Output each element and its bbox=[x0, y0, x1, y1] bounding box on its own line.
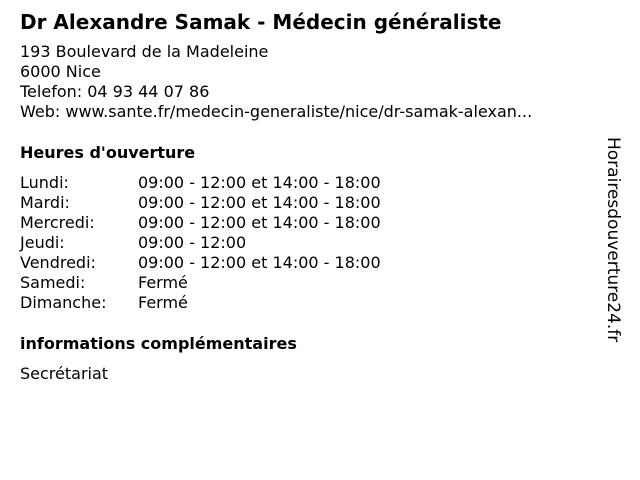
hours-row-saturday bbox=[20, 273, 595, 293]
opening-hours-list bbox=[20, 173, 595, 313]
day-hours: 09:00 - 12:00 et 14:00 - 18:00 bbox=[138, 253, 381, 272]
day-label: Lundi: bbox=[20, 173, 69, 192]
hours-row-friday bbox=[20, 253, 595, 273]
city: 6000 Nice bbox=[20, 62, 101, 81]
day-label: Vendredi: bbox=[20, 253, 96, 272]
day-hours: 09:00 - 12:00 et 14:00 - 18:00 bbox=[138, 173, 381, 192]
hours-row-wednesday bbox=[20, 213, 595, 233]
street-address: 193 Boulevard de la Madeleine bbox=[20, 42, 269, 61]
day-label: Jeudi: bbox=[20, 233, 65, 252]
hours-row-tuesday bbox=[20, 193, 595, 213]
info-text: Secrétariat bbox=[20, 364, 109, 383]
day-label: Dimanche: bbox=[20, 293, 107, 312]
site-watermark: Horairesdouverture24.fr bbox=[603, 137, 623, 343]
address-block bbox=[20, 42, 595, 122]
hours-row-monday bbox=[20, 173, 595, 193]
day-label: Mercredi: bbox=[20, 213, 95, 232]
day-hours: 09:00 - 12:00 et 14:00 - 18:00 bbox=[138, 193, 381, 212]
opening-hours-heading: Heures d'ouverture bbox=[20, 143, 196, 162]
day-hours: Fermé bbox=[138, 293, 188, 312]
day-label: Mardi: bbox=[20, 193, 70, 212]
day-hours: 09:00 - 12:00 bbox=[138, 233, 247, 252]
page-title: Dr Alexandre Samak - Médecin généraliste bbox=[20, 10, 502, 34]
day-label: Samedi: bbox=[20, 273, 86, 292]
info-heading: informations complémentaires bbox=[20, 334, 297, 353]
hours-row-thursday bbox=[20, 233, 595, 253]
day-hours: 09:00 - 12:00 et 14:00 - 18:00 bbox=[138, 213, 381, 232]
website: Web: www.sante.fr/medecin-generaliste/nice/dr-samak-alexan... bbox=[20, 102, 533, 121]
day-hours: Fermé bbox=[138, 273, 188, 292]
phone-number: Telefon: 04 93 44 07 86 bbox=[20, 82, 210, 101]
business-card bbox=[20, 8, 595, 384]
hours-row-sunday bbox=[20, 293, 595, 313]
